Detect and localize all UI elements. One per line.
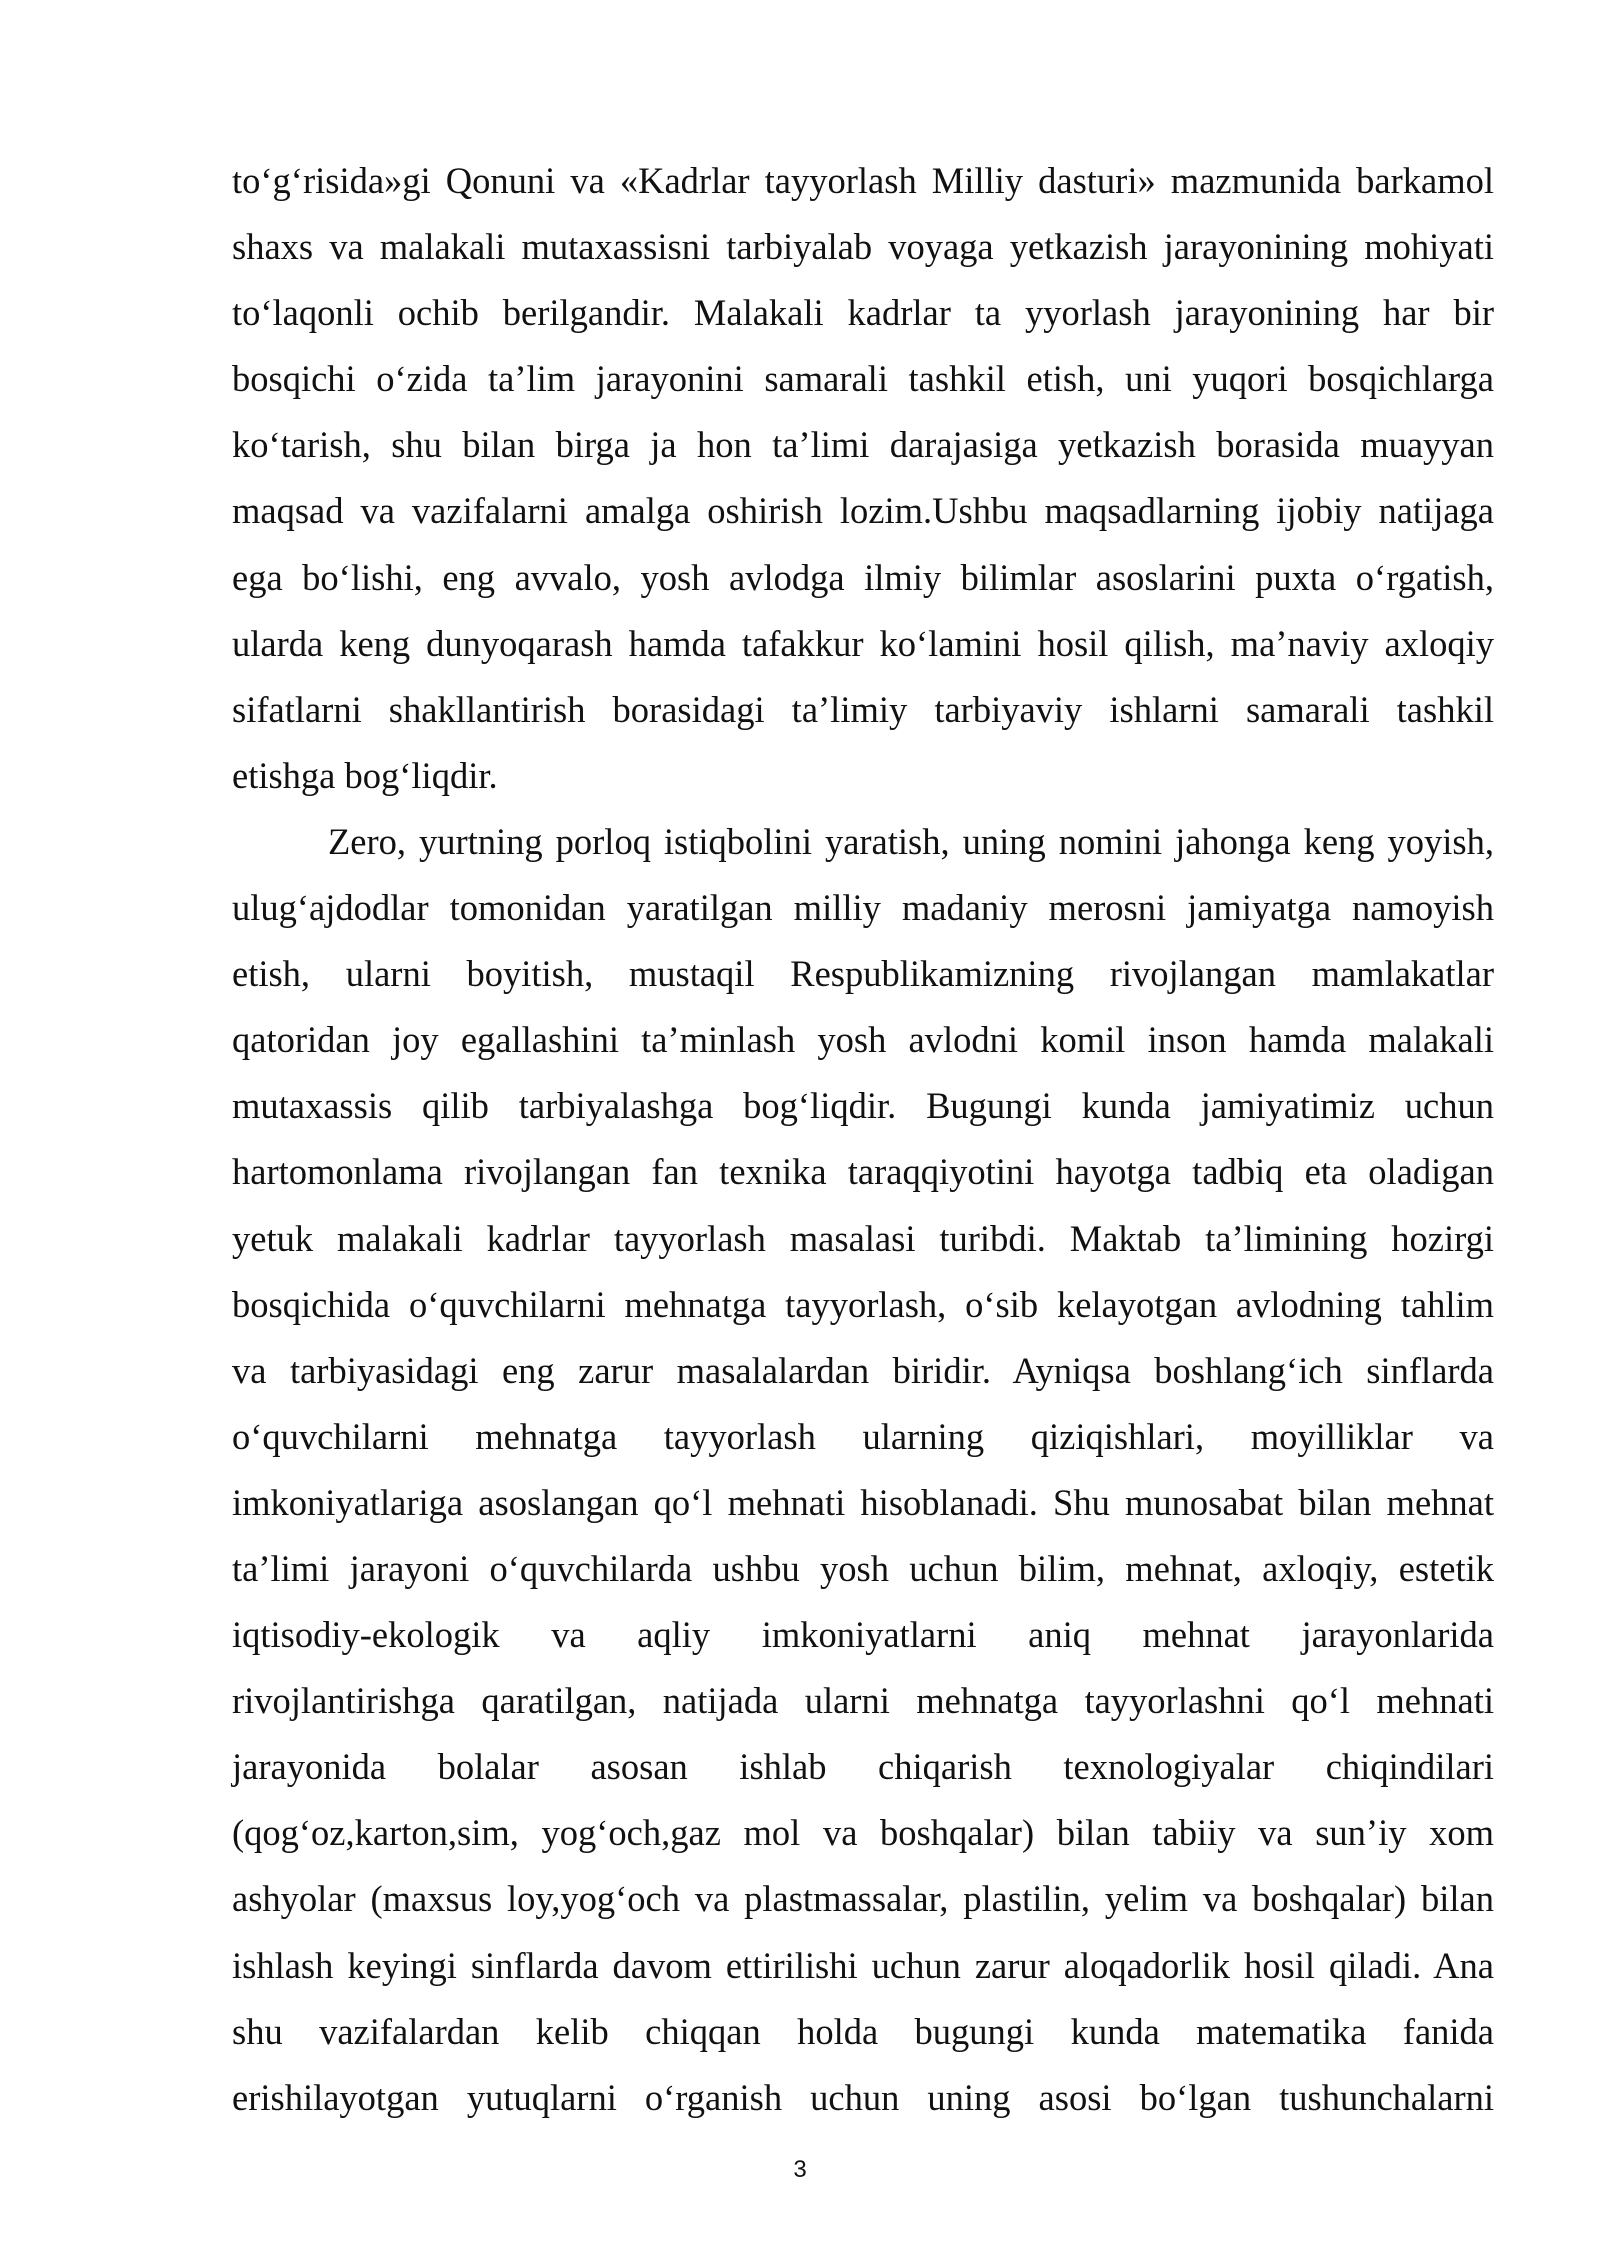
text-line: ashyolar (maxsus loy,yog‘och va plastmassalar, plastilin, yelim va boshqalar) bilan [232, 1878, 1494, 1920]
text-line: bosqichida o‘quvchilarni mehnatga tayyorlash, o‘sib kelayotgan avlodning tahlim [232, 1283, 1494, 1325]
text-line: ishlash keyingi sinflarda davom ettirilishi uchun zarur aloqadorlik hosil qiladi. Ana [232, 1944, 1494, 1986]
text-line: maqsad va vazifalarni amalga oshirish lozim.Ushbu maqsadlarning ijobiy natijaga [232, 490, 1494, 532]
page-number: 3 [793, 2156, 807, 2183]
text-line: rivojlantirishga qaratilgan, natijada ularni mehnatga tayyorlashni qo‘l mehnati [232, 1680, 1494, 1722]
text-line: shu vazifalardan kelib chiqqan holda bugungi kunda matematika fanida [232, 2010, 1494, 2052]
paragraph-1 [232, 148, 1494, 809]
text-line: etishga bog‘liqdir. [232, 754, 498, 796]
text-line: ta’limi jarayoni o‘quvchilarda ushbu yosh uchun bilim, mehnat, axloqiy, estetik [232, 1547, 1494, 1589]
text-line: yetuk malakali kadrlar tayyorlash masalasi turibdi. Maktab ta’limining hozirgi [232, 1217, 1494, 1259]
text-line: va tarbiyasidagi eng zarur masalalardan biridir. Ayniqsa boshlang‘ich sinflarda [232, 1349, 1494, 1391]
text-line: etish, ularni boyitish, mustaqil Respublikamizning rivojlangan mamlakatlar [232, 953, 1494, 995]
text-line: ularda keng dunyoqarash hamda tafakkur ko‘lamini hosil qilish, ma’naviy axloqiy [232, 622, 1494, 664]
text-line: to‘laqonli ochib berilgandir. Malakali kadrlar ta yyorlash jarayonining har bir [232, 292, 1494, 334]
text-line: shaxs va malakali mutaxassisni tarbiyalab voyaga yetkazish jarayonining mohiyati [232, 226, 1494, 268]
text-line: ko‘tarish, shu bilan birga ja hon ta’limi darajasiga yetkazish borasida muayyan [232, 424, 1494, 466]
text-line: (qog‘oz,karton,sim, yog‘och,gaz mol va boshqalar) bilan tabiiy va sun’iy xom [232, 1812, 1494, 1854]
paragraph-2 [232, 809, 1494, 2131]
text-line: to‘g‘risida»gi Qonuni va «Kadrlar tayyorlash Milliy dasturi» mazmunida barkamol [232, 160, 1494, 201]
text-line: ega bo‘lishi, eng avvalo, yosh avlodga ilmiy bilimlar asoslarini puxta o‘rgatish, [232, 556, 1494, 598]
text-line: ulug‘ajdodlar tomonidan yaratilgan milliy madaniy merosni jamiyatga namoyish [232, 887, 1494, 929]
body-text [232, 148, 1494, 2131]
text-line: jarayonida bolalar asosan ishlab chiqarish texnologiyalar chiqindilari [232, 1746, 1494, 1788]
text-line: hartomonlama rivojlangan fan texnika taraqqiyotini hayotga tadbiq eta oladigan [232, 1151, 1494, 1193]
text-line: iqtisodiy-ekologik va aqliy imkoniyatlarni aniq mehnat jarayonlarida [232, 1614, 1494, 1656]
text-line: bosqichi o‘zida ta’lim jarayonini samarali tashkil etish, uni yuqori bosqichlarga [232, 358, 1494, 400]
text-line: Zero, yurtning porloq istiqbolini yaratish, uning nomini jahonga keng yoyish, [328, 820, 1494, 862]
text-line: sifatlarni shakllantirish borasidagi ta’limiy tarbiyaviy ishlarni samarali tashkil [232, 688, 1494, 730]
text-line: imkoniyatlariga asoslangan qo‘l mehnati hisoblanadi. Shu munosabat bilan mehnat [232, 1481, 1494, 1523]
text-line: mutaxassis qilib tarbiyalashga bog‘liqdir. Bugungi kunda jamiyatimiz uchun [232, 1085, 1494, 1127]
text-line: o‘quvchilarni mehnatga tayyorlash ularning qiziqishlari, moyilliklar va [232, 1415, 1494, 1457]
text-line: qatoridan joy egallashini ta’minlash yosh avlodni komil inson hamda malakali [232, 1019, 1494, 1061]
text-line: erishilayotgan yutuqlarni o‘rganish uchun uning asosi bo‘lgan tushunchalarni [232, 2076, 1494, 2118]
